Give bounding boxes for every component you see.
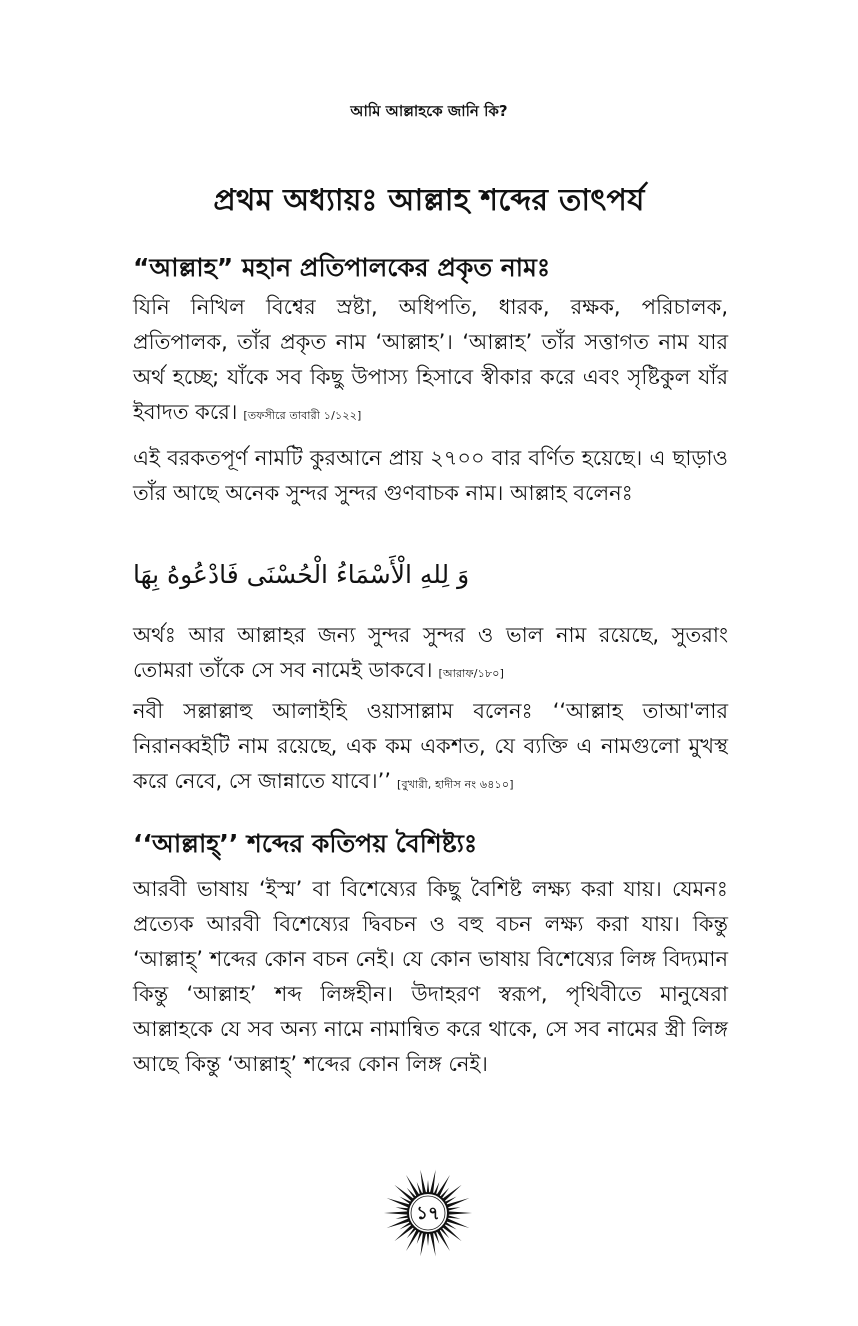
sun-ray [420,1231,426,1256]
sun-ray [430,1231,436,1256]
arabic-verse: وَ لِلهِ الْأَسْمَاءُ الْحُسْنَى فَادْعُوهُ بِهَا [133,560,470,589]
section-2-para-1 [133,872,728,1082]
citation-tafsir: [তফসীরে তাবারী ১/১২২] [243,409,362,422]
citation-bukhari: [বুখারী, হাদীস নং ৬৪১০] [396,778,514,791]
section-2-para-text: আরবী ভাষায় ‘ইস্ম’ বা বিশেষ্যের কিছু বৈশিষ্ট লক্ষ্য করা যায়। যেমনঃ প্রত্যেক আরবী বিশেষ্যের দ্বিবচন ও বহু বচন লক্ষ্য করা যায়। কিন্তু ‘আল্লাহ্’ শব্দের কোন বচন নেই। যে কোন ভাষায় বিশেষ্যের লিঙ্গ বিদ্যমান কিন্তু ‘আল্লাহ’ শব্দ লিঙ্গহীন। উদাহরণ স্বরূপ, পৃথিবীতে মানুষেরা আল্লাহকে যে সব অন্য নামে নামান্বিত করে থাকে, সে সব নামের স্ত্রী লিঙ্গ আছে কিন্তু ‘আল্লাহ্’ শব্দের কোন লিঙ্গ নেই। [133,877,728,1076]
sun-ray [420,1170,426,1195]
section-1-para-2 [133,441,728,511]
section-1-para-3 [133,618,728,691]
sun-ray [430,1170,436,1195]
section-1-heading: “আল্লাহ” মহান প্রতিপালকের প্রকৃত নামঃ [133,253,551,282]
section-2-heading-block [133,826,728,862]
section-1-para-4 [133,694,728,802]
section-2-heading: ‘‘আল্লাহ্’’ শব্দের কতিপয় বৈশিষ্ট্যঃ [133,829,478,858]
para-4-text: নবী সল্লাল্লাহু আলাইহি ওয়াসাল্লাম বলেনঃ ‘‘আল্লাহ তাআ'লার নিরানব্বইটি নাম রয়েছে, এক কম একশত, যে ব্যক্তি এ নামগুলো মুখস্থ করে নেবে, সে জান্নাতে যাবে।’’ [133,699,728,793]
section-1-para-1 [133,290,728,433]
para-3-text: অর্থঃ আর আল্লাহর জন্য সুন্দর সুন্দর ও ভাল নাম রয়েছে, সুতরাং তোমরা তাঁকে সে সব নামেই ডাকবে। [133,623,728,682]
page-number: ১৭ [416,1203,440,1224]
chapter-title: প্রথম অধ্যায়ঃ আল্লাহ শব্দের তাৎপর্য [213,183,645,218]
para-2-text: এই বরকতপূর্ণ নামটি কুরআনে প্রায় ২৭০০ বার বর্ণিত হয়েছে। এ ছাড়াও তাঁর আছে অনেক সুন্দর সুন্দর গুণবাচক নাম। আল্লাহ বলেনঃ [133,446,728,505]
running-head: আমি আল্লাহকে জানি কি? [350,102,508,120]
para-1-text: যিনি নিখিল বিশ্বের স্রষ্টা, অধিপতি, ধারক, রক্ষক, পরিচালক, প্রতিপালক, তাঁর প্রকৃত নাম ‘আল্লাহ’। ‘আল্লাহ’ তাঁর সত্তাগত নাম যার অর্থ হচ্ছে; যাঁকে সব কিছু উপাস্য হিসাবে স্বীকার করে এবং সৃষ্টিকুল যাঁর ইবাদত করে। [133,295,728,424]
citation-araf: [আরাফ/১৮০] [438,667,505,680]
sun-ray [427,1180,430,1194]
section-1-heading-block [133,250,728,286]
sun-ray [427,1232,430,1246]
